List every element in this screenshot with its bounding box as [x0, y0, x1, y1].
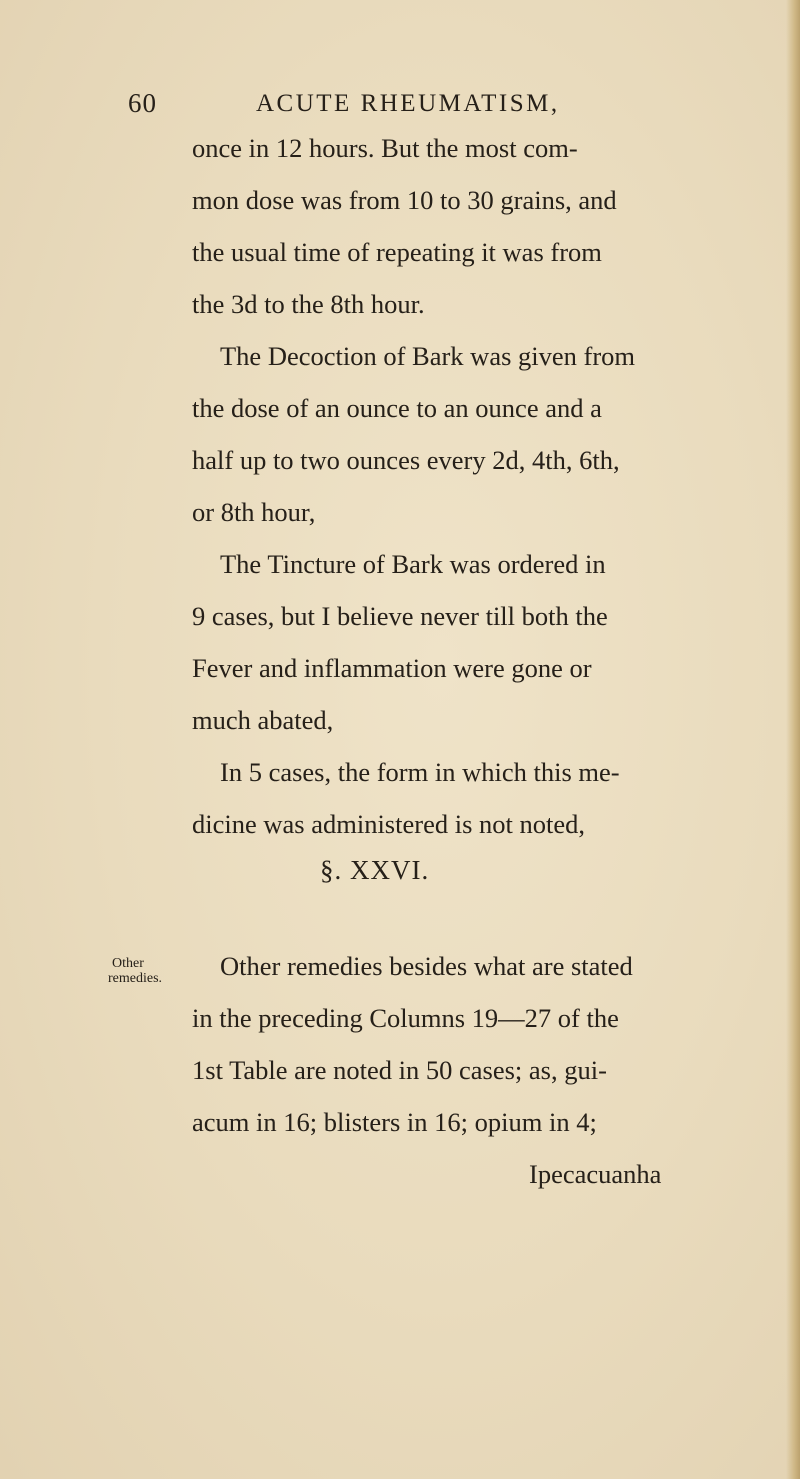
margin-note-line: Other [112, 956, 144, 971]
text-line: The Decoction of Bark was given from [220, 341, 636, 371]
section-heading: §. XXVI. [320, 855, 430, 885]
page-header [0, 88, 800, 128]
text-line: the dose of an ounce to an ounce and a [192, 393, 602, 423]
text-line: Fever and inflammation were gone or [192, 653, 592, 683]
text-line: much abated, [192, 705, 334, 735]
page-edge [786, 0, 800, 1479]
text-line: in the preceding Columns 19—27 of the [192, 1003, 619, 1033]
margin-note-line: remedies. [108, 971, 163, 986]
text-line: 1st Table are noted in 50 cases; as, gui- [192, 1055, 607, 1085]
text-line: dicine was administered is not noted, [192, 809, 585, 839]
running-head: ACUTE RHEUMATISM, [256, 90, 560, 117]
text-line: mon dose was from 10 to 30 grains, and [192, 185, 617, 215]
text-line: once in 12 hours. But the most com- [192, 133, 578, 163]
text-line: the usual time of repeating it was from [192, 237, 602, 267]
text-line: or 8th hour, [192, 497, 316, 527]
text-line: Other remedies besides what are stated [220, 951, 633, 981]
catchword: Ipecacuanha [529, 1159, 662, 1189]
text-line: acum in 16; blisters in 16; opium in 4; [192, 1107, 597, 1137]
text-line: half up to two ounces every 2d, 4th, 6th, [192, 445, 620, 475]
text-line: 9 cases, but I believe never till both the [192, 601, 608, 631]
page-number: 60 [128, 88, 157, 118]
text-line: The Tincture of Bark was ordered in [220, 549, 606, 579]
text-line: the 3d to the 8th hour. [192, 289, 425, 319]
text-line: In 5 cases, the form in which this me- [220, 757, 620, 787]
